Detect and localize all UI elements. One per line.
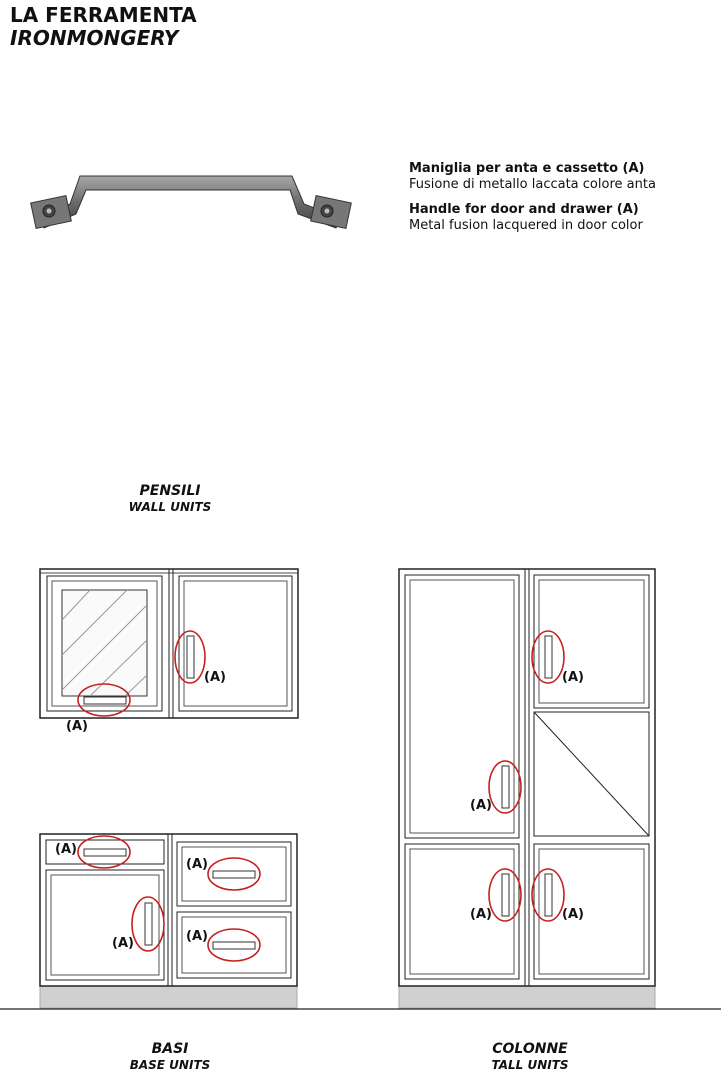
product-desc-en: Metal fusion lacquered in door color	[409, 218, 643, 233]
tall-units-drawing	[399, 569, 655, 1008]
tall-units-title-en: TALL UNITS	[491, 1058, 569, 1072]
callout-label: (A)	[55, 842, 77, 857]
page-subtitle: IRONMONGERY	[10, 26, 179, 50]
base-units-title-it: BASI	[151, 1041, 189, 1057]
handle-base-top-drawer	[84, 849, 126, 856]
handle-base-drawer-2	[213, 942, 255, 949]
handle-tall-bottom-left	[502, 874, 509, 916]
base-units-drawing	[40, 834, 297, 1008]
handle-wall-right	[187, 636, 194, 678]
product-name-en: Handle for door and drawer (A)	[409, 202, 639, 217]
base-units-title-en: BASE UNITS	[129, 1058, 211, 1072]
base-units-caption	[90, 1041, 250, 1073]
callout-label: (A)	[204, 670, 226, 685]
wall-units-title-it: PENSILI	[139, 483, 201, 499]
callout-label: (A)	[186, 857, 208, 872]
product-name-it: Maniglia per anta e cassetto (A)	[409, 161, 645, 176]
handle-base-door	[145, 903, 152, 945]
product-desc-it: Fusione di metallo laccata colore anta	[409, 177, 656, 192]
tall-units-title-it: COLONNE	[492, 1041, 568, 1057]
handle-tall-bottom-right	[545, 874, 552, 916]
metal-handle-photo	[31, 176, 352, 228]
callout-label: (A)	[66, 719, 88, 734]
handle-wall-glass	[84, 697, 126, 704]
handle-tall-top-right	[545, 636, 552, 678]
handle-base-drawer-1	[213, 871, 255, 878]
callout-label: (A)	[562, 907, 584, 922]
callout-label: (A)	[470, 907, 492, 922]
callout-label: (A)	[562, 670, 584, 685]
wall-units-caption	[90, 483, 250, 515]
callout-label: (A)	[470, 798, 492, 813]
tall-units-caption	[450, 1041, 610, 1073]
product-description	[409, 161, 709, 234]
handle-tall-left	[502, 766, 509, 808]
callout-label: (A)	[112, 936, 134, 951]
wall-units-title-en: WALL UNITS	[128, 500, 212, 514]
callout-label: (A)	[186, 929, 208, 944]
page-title: LA FERRAMENTA	[10, 3, 197, 27]
